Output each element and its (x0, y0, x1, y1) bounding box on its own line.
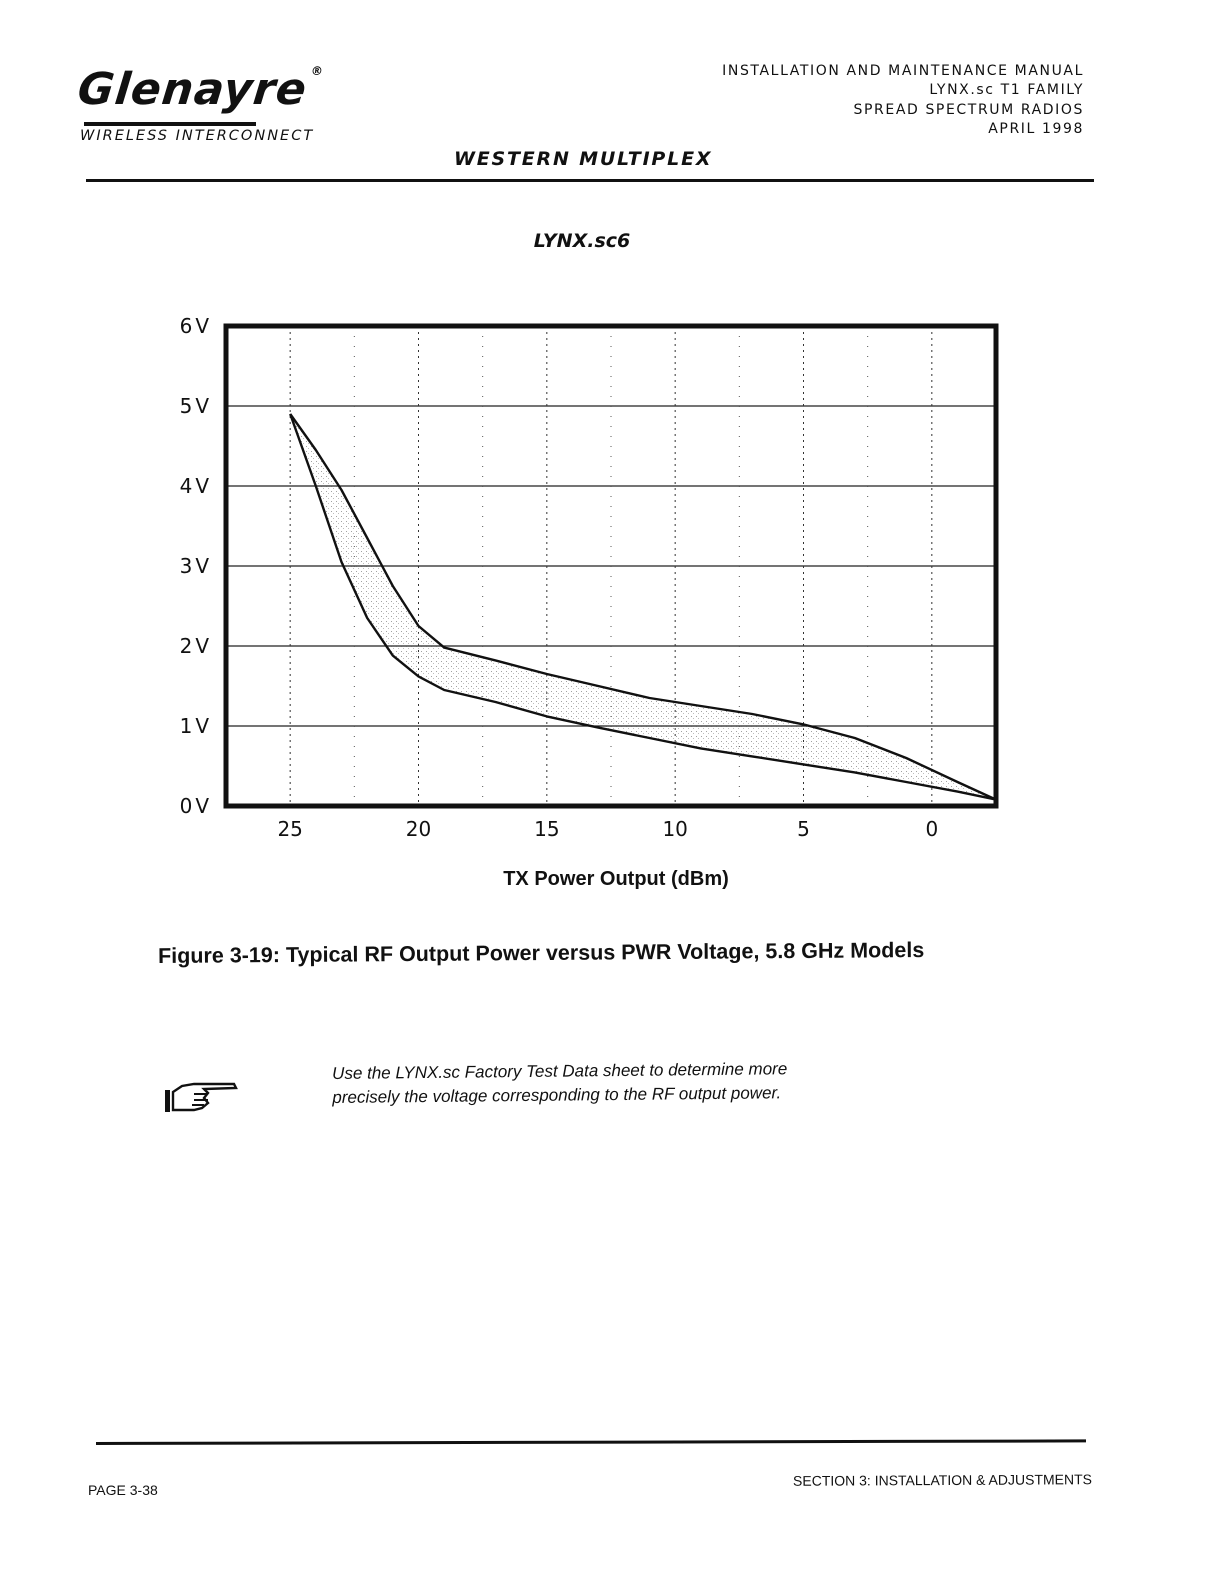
company-name: WESTERN MULTIPLEX (454, 148, 713, 170)
note-line-2: precisely the voltage corresponding to the RF output power. (332, 1083, 782, 1107)
x-axis-label: TX Power Output (dBm) (503, 868, 729, 890)
x-tick-label: 15 (534, 817, 560, 841)
registered-mark: ® (310, 64, 325, 78)
chart-title: LYNX.sc6 (533, 230, 631, 252)
section-title: SECTION 3: INSTALLATION & ADJUSTMENTS (792, 1471, 1093, 1489)
x-tick-label: 20 (405, 817, 432, 841)
product-family: LYNX.sc T1 FAMILY (929, 82, 1084, 98)
note-line-1: Use the LYNX.sc Factory Test Data sheet to determine more (332, 1059, 788, 1083)
x-tick-label: 25 (277, 817, 303, 841)
y-tick-label: 5V (179, 394, 212, 418)
logo-text: Glenayre (75, 64, 310, 115)
y-tick-label: 4V (179, 474, 212, 498)
y-tick-label: 6V (179, 314, 212, 338)
y-tick-label: 2V (179, 634, 212, 658)
y-tick-label: 1V (179, 714, 212, 738)
pointing-hand-icon (164, 1080, 240, 1119)
note-text (332, 1057, 788, 1110)
page-number: PAGE 3-38 (88, 1482, 158, 1498)
logo-tagline: WIRELESS INTERCONNECT (80, 128, 315, 144)
x-tick-label: 5 (797, 817, 810, 841)
publication-date: APRIL 1998 (988, 121, 1084, 137)
product-type: SPREAD SPECTRUM RADIOS (853, 102, 1084, 118)
y-tick-label: 0V (179, 794, 212, 818)
figure-caption: Figure 3-19: Typical RF Output Power versus PWR Voltage, 5.8 GHz Models (158, 937, 925, 968)
x-tick-label: 0 (925, 817, 939, 841)
x-tick-label: 10 (662, 817, 688, 841)
voltage-band-fill (290, 414, 996, 800)
manual-title: INSTALLATION AND MAINTENANCE MANUAL (722, 63, 1084, 79)
y-tick-label: 3V (179, 554, 212, 578)
